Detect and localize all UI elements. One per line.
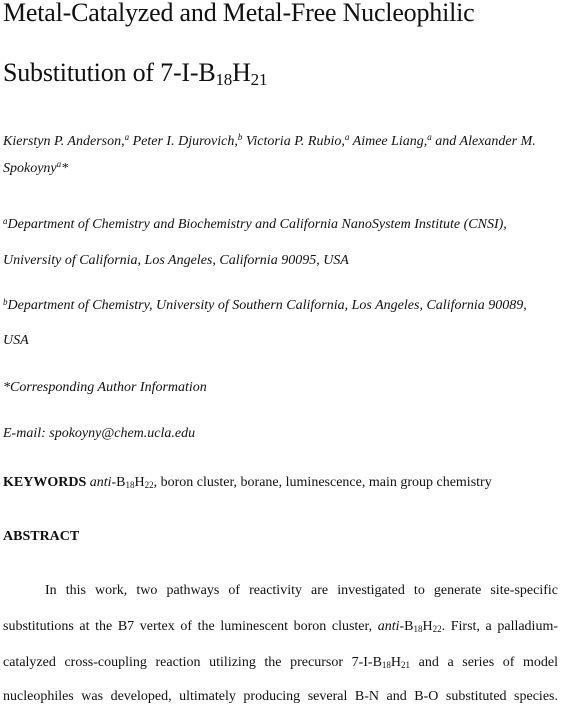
contact-email: E-mail: spokoyny@chem.ucla.edu — [3, 426, 196, 441]
paper-title-line-2: Substitution of $7-I-B_{18}H_{21}$ — [3, 58, 268, 89]
abstract-line-4: nucleophiles was developed, ultimately producing several B-N and B-O substituted species. — [3, 689, 558, 704]
author-list: Kierstyn P. Anderson,$^a$ Peter I. Djurovich,$^b$ Victoria P. Rubio,$^a$ Aimee Liang,$^a$ and Alexander M. — [3, 132, 536, 149]
affiliation-a-line-2: University of California, Los Angeles, California 90095, USA — [3, 253, 349, 268]
abstract-line-1: In this work, two pathways of reactivity are investigated to generate site-specific — [45, 583, 558, 598]
keywords-line: KEYWORDS anti-$B_{18}H_{22}$, boron cluster, borane, luminescence, main group chemistry — [3, 475, 492, 490]
paper-title-line-1: Metal-Catalyzed and Metal-Free Nucleophilic — [3, 0, 475, 27]
author-list-line-2: Spokoyny$^a$* — [3, 159, 69, 176]
affiliation-a: $^a$Department of Chemistry and Biochemistry and California NanoSystem Institute (CNSI), — [3, 216, 507, 232]
affiliation-b-line-2: USA — [3, 333, 29, 348]
corresponding-author: *Corresponding Author Information — [3, 380, 207, 395]
abstract-heading: ABSTRACT — [3, 529, 80, 544]
abstract-line-2: substitutions at the B7 vertex of the luminescent boron cluster, anti-$B_{18}H_{22}$. First, a palladium- — [3, 619, 558, 634]
affiliation-b: $^b$Department of Chemistry, University of Southern California, Los Angeles, California 90089, — [3, 297, 527, 313]
keywords-label: KEYWORDS — [3, 475, 87, 490]
abstract-line-3: catalyzed cross-coupling reaction utilizing the precursor $7-I-B_{18}H_{21}$ and a series of model — [3, 655, 559, 670]
